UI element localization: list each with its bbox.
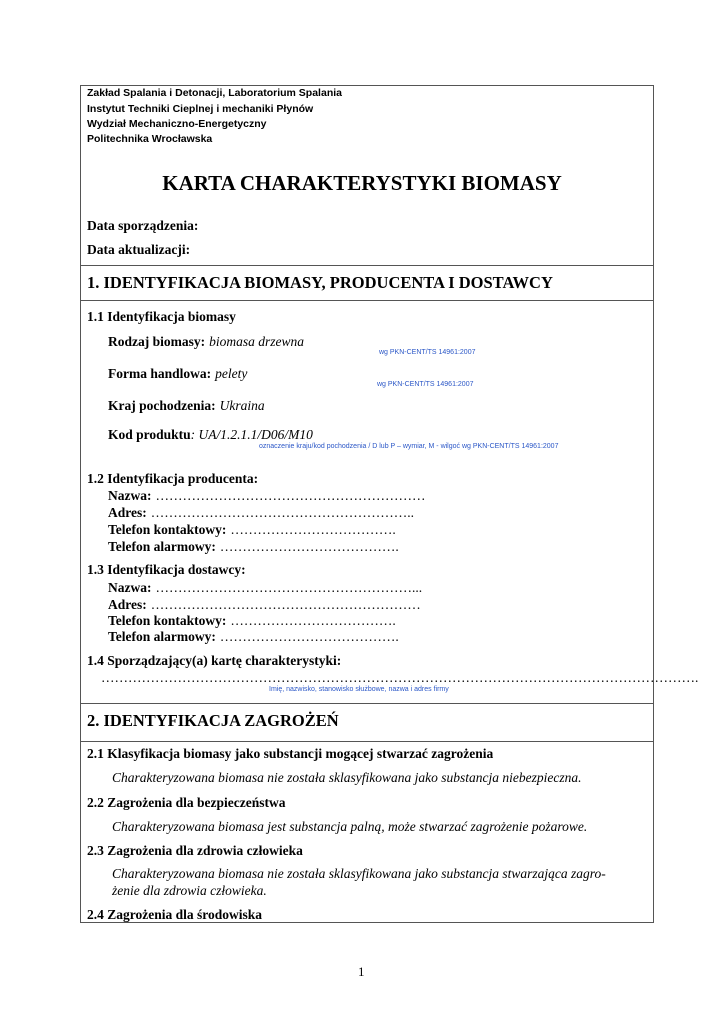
section-1-2-heading: 1.2 Identyfikacja producenta: <box>87 471 259 486</box>
section-1-heading: 1. IDENTYFIKACJA BIOMASY, PRODUCENTA I DOSTAWCY <box>87 273 553 292</box>
section-1-1-heading: 1.1 Identyfikacja biomasy <box>87 309 236 324</box>
institution-line-2: Instytut Techniki Cieplnej i mechaniki Płynów <box>87 103 314 115</box>
institution-line-4: Politechnika Wrocławska <box>87 133 213 145</box>
section-2-4-heading: 2.4 Zagrożenia dla środowiska <box>87 907 263 922</box>
country-value: Ukraina <box>219 398 265 413</box>
preparer-note: Imię, nazwisko, stanowisko służbowe, nazwa i adres firmy <box>269 686 449 693</box>
product-code-note: oznaczenie kraju/kod pochodzenia / D lub P – wymiar, M - wilgoć wg PKN-CENT/TS 14961:2007 <box>259 443 559 450</box>
institution-line-1: Zakład Spalania i Detonacji, Laboratorium Spalania <box>87 87 342 99</box>
preparer-dots: ……………………………………………………………………………………………………………………. <box>101 670 699 685</box>
product-code-value: : UA/1.2.1.1/D06/M10 <box>190 427 313 442</box>
section-1-4-heading: 1.4 Sporządzający(a) kartę charakterystyki: <box>87 653 342 668</box>
section-2-2-text: Charakteryzowana biomasa jest substancja palną, może stwarzać zagrożenie pożarowe. <box>112 819 588 834</box>
section-2-3-text-line-2: żenie dla zdrowia człowieka. <box>112 883 267 898</box>
producer-alarm-row <box>108 538 399 556</box>
supplier-name-row <box>108 579 422 597</box>
producer-phone-label: Telefon kontaktowy: <box>108 522 227 537</box>
producer-phone-row <box>108 521 396 539</box>
producer-name-row <box>108 487 426 505</box>
date-updated-label: Data aktualizacji: <box>87 242 191 257</box>
producer-alarm-label: Telefon alarmowy: <box>108 539 216 554</box>
divider <box>81 300 653 301</box>
supplier-phone-value: ………………………………. <box>230 613 396 628</box>
producer-address-label: Adres: <box>108 505 147 520</box>
page-number: 1 <box>358 964 365 979</box>
country-row <box>108 397 265 415</box>
country-label: Kraj pochodzenia: <box>108 398 216 413</box>
section-2-1-heading: 2.1 Klasyfikacja biomasy jako substancji mogącej stwarzać zagrożenia <box>87 746 494 761</box>
producer-address-row <box>108 504 414 522</box>
supplier-alarm-row <box>108 628 399 646</box>
section-2-2-heading: 2.2 Zagrożenia dla bezpieczeństwa <box>87 795 286 810</box>
supplier-name-label: Nazwa: <box>108 580 152 595</box>
biomass-type-label: Rodzaj biomasy: <box>108 334 206 349</box>
divider <box>81 741 653 742</box>
biomass-type-row <box>108 333 304 351</box>
commercial-form-note: wg PKN-CENT/TS 14961:2007 <box>377 381 474 388</box>
supplier-alarm-label: Telefon alarmowy: <box>108 629 216 644</box>
document-title: KARTA CHARAKTERYSTYKI BIOMASY <box>162 171 562 195</box>
producer-name-value: …………………………………………………… <box>155 488 426 503</box>
section-1-3-heading: 1.3 Identyfikacja dostawcy: <box>87 562 246 577</box>
supplier-alarm-value: …………………………………. <box>219 629 399 644</box>
biomass-type-value: biomasa drzewna <box>209 334 305 349</box>
institution-line-3: Wydział Mechaniczno-Energetyczny <box>87 118 267 130</box>
section-2-3-text-line-1: Charakteryzowana biomasa nie została sklasyfikowana jako substancja stwarzająca zagro- <box>112 866 606 881</box>
section-2-1-text: Charakteryzowana biomasa nie została sklasyfikowana jako substancja niebezpieczna. <box>112 770 582 785</box>
section-2-3-heading: 2.3 Zagrożenia dla zdrowia człowieka <box>87 843 303 858</box>
producer-name-label: Nazwa: <box>108 488 152 503</box>
supplier-phone-label: Telefon kontaktowy: <box>108 613 227 628</box>
commercial-form-label: Forma handlowa: <box>108 366 212 381</box>
product-code-label: Kod produktu <box>108 427 191 442</box>
divider <box>81 265 653 266</box>
supplier-address-value: …………………………………………………… <box>150 597 421 612</box>
biomass-type-note: wg PKN-CENT/TS 14961:2007 <box>379 349 476 356</box>
divider <box>81 703 653 704</box>
date-prepared-label: Data sporządzenia: <box>87 218 199 233</box>
supplier-name-value: …………………………………………………... <box>155 580 423 595</box>
product-code-row <box>108 426 313 444</box>
producer-alarm-value: …………………………………. <box>219 539 399 554</box>
supplier-address-label: Adres: <box>108 597 147 612</box>
producer-phone-value: ………………………………. <box>230 522 396 537</box>
commercial-form-row <box>108 365 247 383</box>
commercial-form-value: pelety <box>215 366 248 381</box>
section-2-heading: 2. IDENTYFIKACJA ZAGROŻEŃ <box>87 711 339 730</box>
producer-address-value: ………………………………………………….. <box>150 505 414 520</box>
